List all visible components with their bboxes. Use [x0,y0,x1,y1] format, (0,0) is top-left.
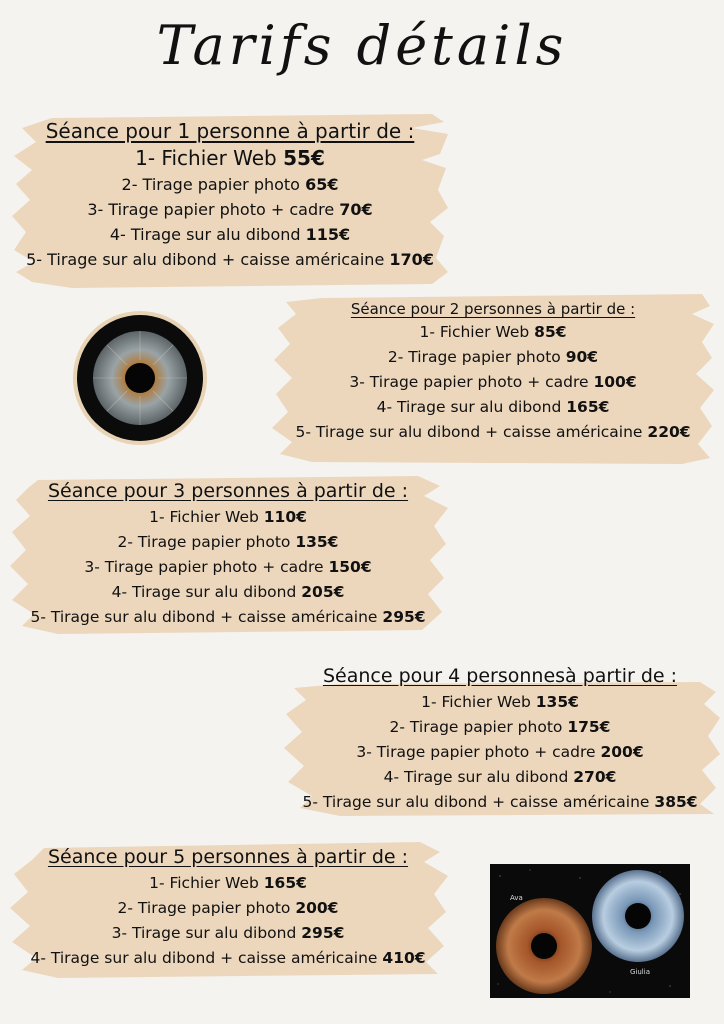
price-line [8,555,448,580]
price-line [12,222,448,247]
item-label: 4- Tirage sur alu dibond [376,398,567,416]
item-label: 3- Tirage sur alu dibond [111,924,302,942]
session-heading: Séance pour 5 personnes à partir de : [47,846,409,868]
couple-iris-photo [490,864,690,998]
item-label: 2- Tirage papier photo [389,718,568,736]
session-3-block [8,474,448,634]
price-value: 135€ [535,693,579,711]
item-label: 5- Tirage sur alu dibond + caisse américaine [26,250,390,269]
iris-pair-graphic [490,864,690,998]
item-label: 4- Tirage sur alu dibond + caisse américaine [30,949,383,967]
price-line [12,144,448,172]
item-label: 1- Fichier Web [149,508,264,526]
item-label: 2- Tirage papier photo [387,348,566,366]
item-label: 5- Tirage sur alu dibond + caisse américaine [302,793,655,811]
price-value: 410€ [382,949,426,967]
price-line [280,740,720,765]
price-value: 295€ [382,608,426,626]
item-label: 1- Fichier Web [421,693,536,711]
price-line [8,530,448,555]
price-line [272,420,714,445]
price-value: 90€ [565,348,599,366]
item-label: 5- Tirage sur alu dibond + caisse américaine [295,423,648,441]
iris-photo [72,310,208,446]
price-line [8,921,448,946]
price-value: 110€ [263,508,307,526]
price-value: 115€ [305,225,351,244]
item-label: 2- Tirage papier photo [117,533,296,551]
price-value: 175€ [567,718,611,736]
item-label: 3- Tirage papier photo + cadre [84,558,329,576]
price-value: 205€ [301,583,345,601]
price-value: 65€ [305,175,339,194]
price-value: 270€ [573,768,617,786]
price-line [8,580,448,605]
price-line [280,765,720,790]
price-line [12,247,448,272]
price-line [8,896,448,921]
price-line [8,871,448,896]
price-line [280,690,720,715]
price-line [272,320,714,345]
session-5-block [8,838,448,978]
price-value: 170€ [389,250,434,269]
photo-label-left: Ava [510,894,523,902]
price-value: 100€ [593,373,637,391]
price-value: 295€ [301,924,345,942]
price-line [272,370,714,395]
item-label: 1- Fichier Web [419,323,535,341]
item-label: 2- Tirage papier photo [117,899,296,917]
price-value: 200€ [295,899,339,917]
price-line [8,505,448,530]
item-label: 4- Tirage sur alu dibond [111,583,302,601]
price-value: 135€ [295,533,339,551]
item-label: 5- Tirage sur alu dibond + caisse américaine [30,608,383,626]
session-1-block [12,112,448,288]
price-value: 200€ [600,743,644,761]
photo-label-right: Giulia [630,968,650,976]
item-label: 2- Tirage papier photo [121,175,306,194]
price-line [280,715,720,740]
item-label: 4- Tirage sur alu dibond [109,225,306,244]
session-4-block [280,660,720,816]
item-label: 3- Tirage papier photo + cadre [349,373,594,391]
price-value: 220€ [647,423,691,441]
price-value: 70€ [339,200,373,219]
item-label: 3- Tirage papier photo + cadre [87,200,340,219]
session-heading: Séance pour 2 personnes à partir de : [350,300,636,318]
price-line [280,790,720,815]
session-heading: Séance pour 4 personnesà partir de : [322,665,678,687]
page-title: Tarifs détails [156,14,568,77]
price-value: 85€ [534,323,567,341]
price-value: 55€ [283,146,325,170]
item-label: 1- Fichier Web [149,874,264,892]
item-label: 3- Tirage papier photo + cadre [356,743,601,761]
price-line [8,946,448,971]
price-value: 150€ [328,558,372,576]
session-heading: Séance pour 1 personne à partir de : [45,119,415,143]
item-label: 4- Tirage sur alu dibond [383,768,574,786]
price-value: 165€ [566,398,610,416]
price-line [12,172,448,197]
session-heading: Séance pour 3 personnes à partir de : [47,480,409,502]
price-line [8,605,448,630]
price-line [272,395,714,420]
price-line [12,197,448,222]
session-2-block [272,294,714,464]
price-line [272,345,714,370]
item-label: 1- Fichier Web [135,146,284,170]
price-value: 165€ [263,874,307,892]
price-value: 385€ [654,793,698,811]
